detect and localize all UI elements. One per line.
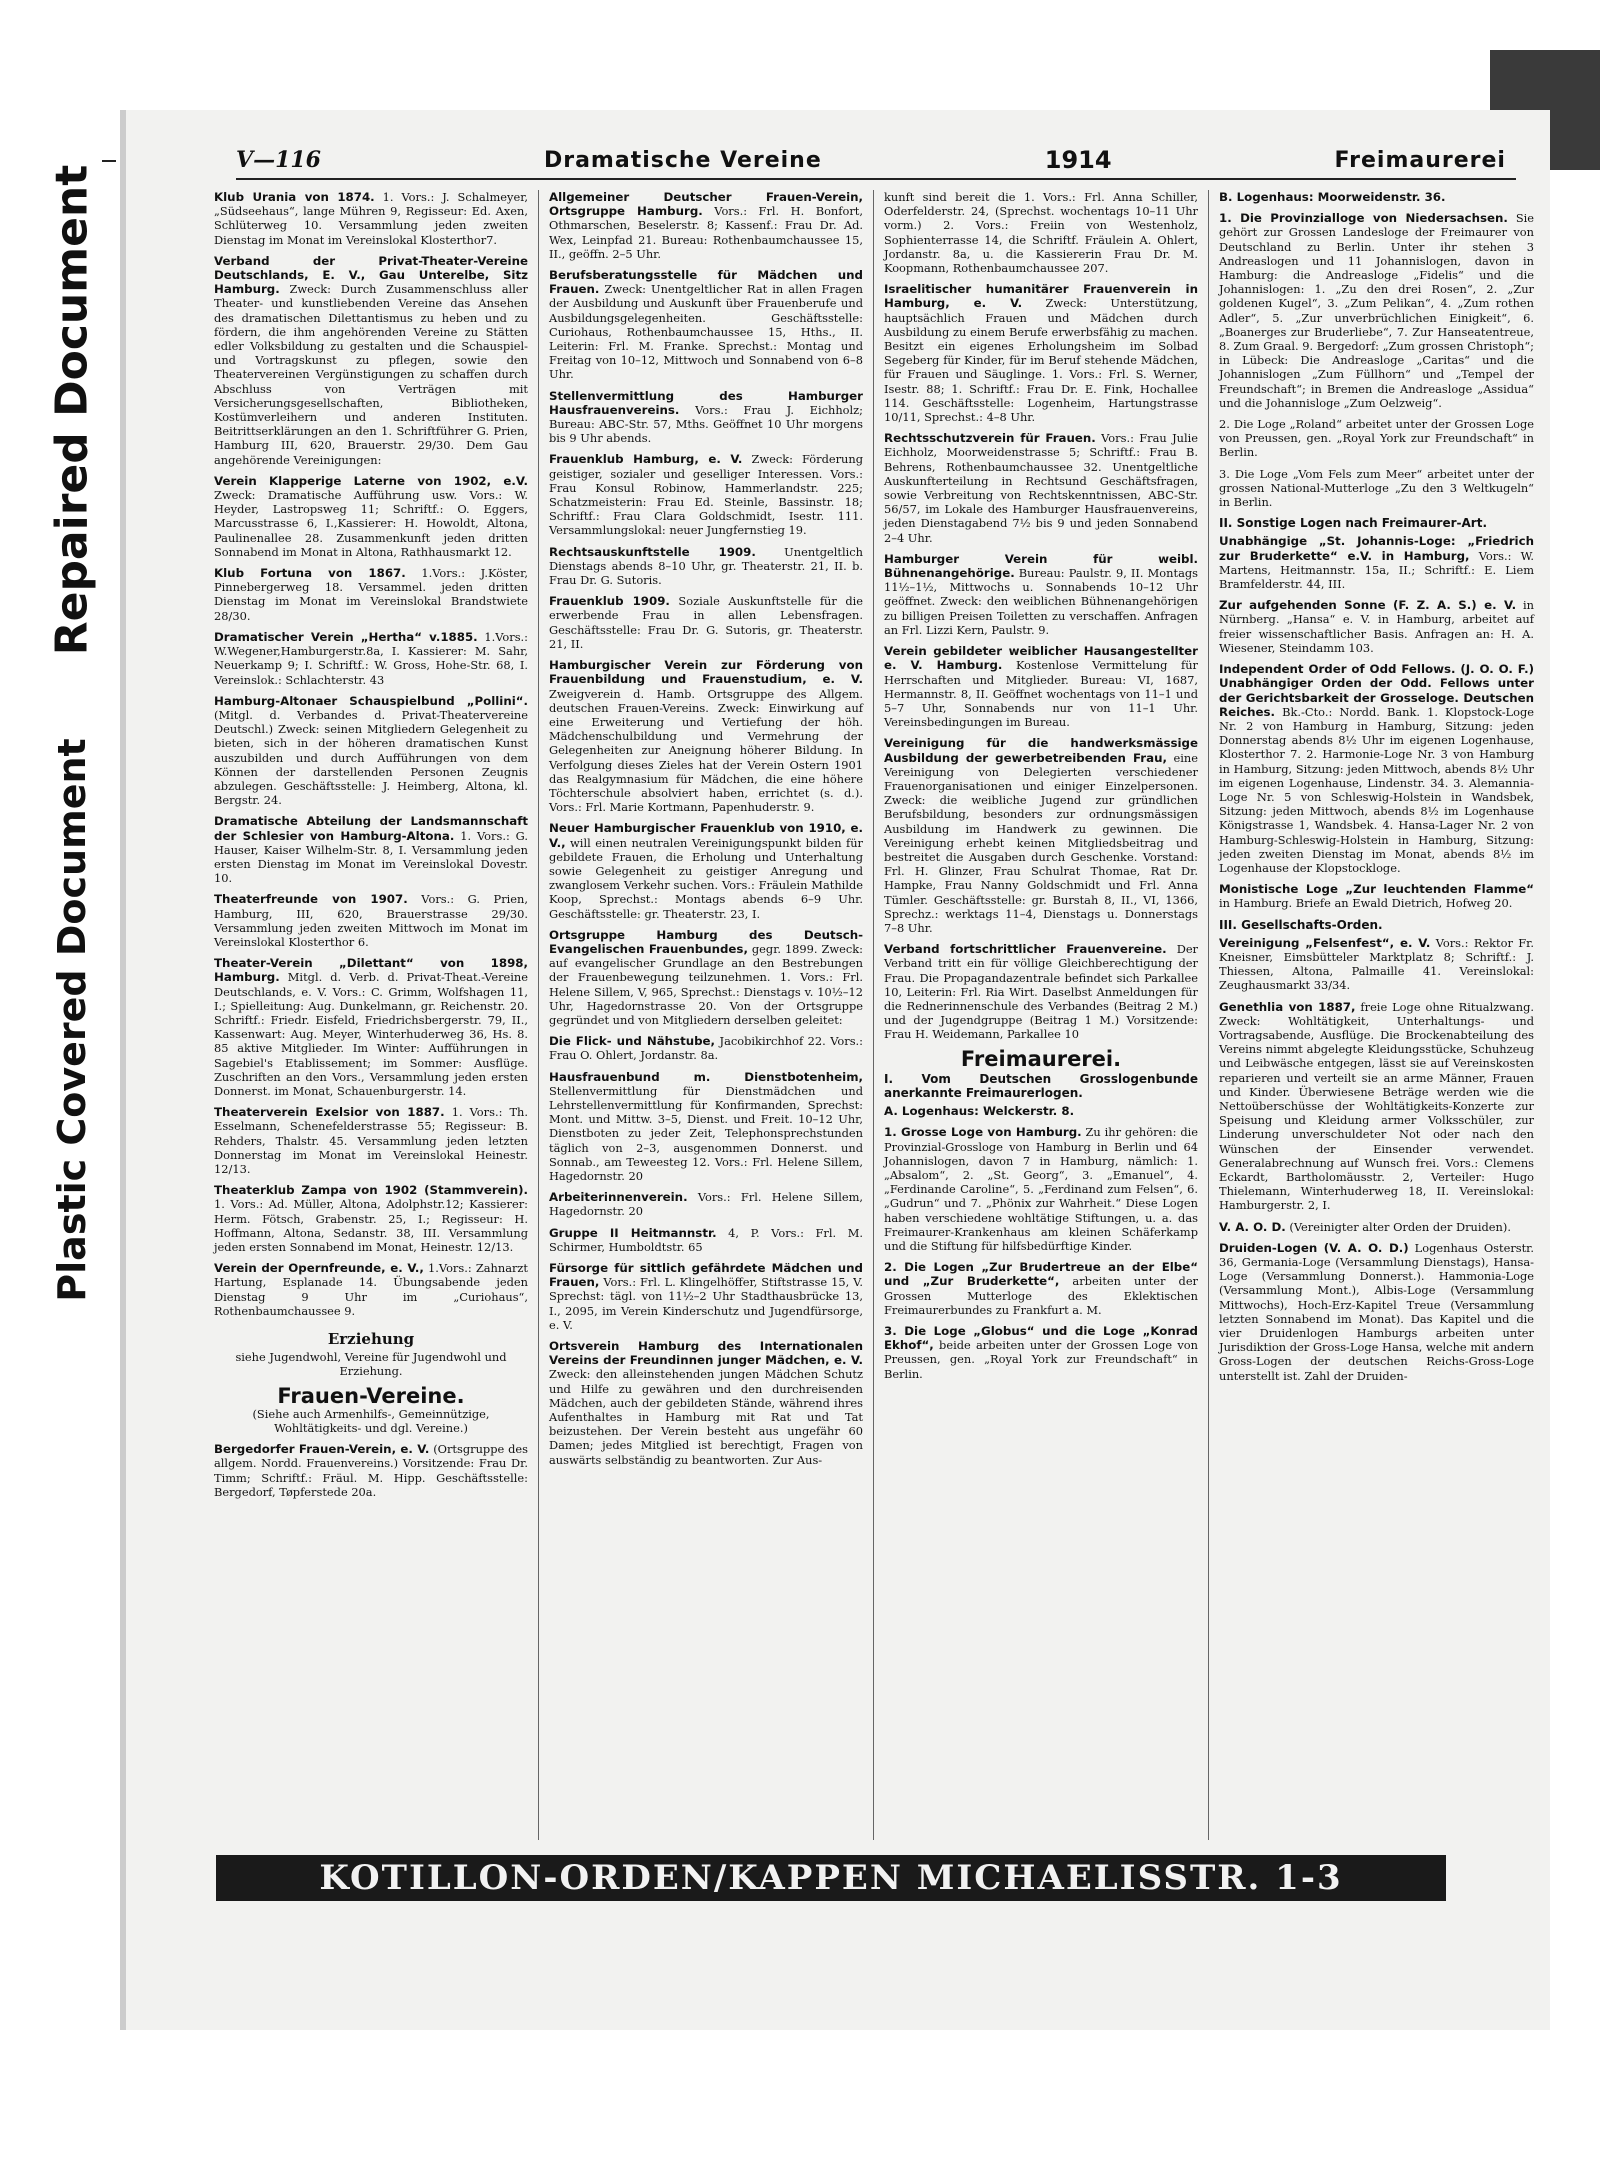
entry-name: Verband fortschrittlicher Frauenvereine. bbox=[884, 942, 1167, 957]
directory-entry bbox=[214, 190, 528, 247]
entry-text: 1.Vors.: J.Köster, Pinnebergerweg 18. Versammel. jeden dritten Dienstag im Monat im Vereinslokal Brandstwiete 28/30. bbox=[214, 566, 528, 623]
entry-name: 2. Die Logen „Zur Brudertreue an der Elbe“ und „Zur Bruderkette“, bbox=[884, 1260, 1198, 1289]
text-columns bbox=[204, 190, 1544, 1840]
column-4 bbox=[1209, 190, 1544, 1840]
entry-text: 1.Vors.: W.Wegener,Hamburgerstr.8a, I. Kassierer: M. Sahr, Neuerkamp 9; I. Schriftf.: W. Gross, Hohe-Str. 68, I. Vereinslok.: Schlachterstr. 43 bbox=[214, 629, 528, 687]
directory-entry bbox=[214, 956, 528, 1098]
entry-name: 3. Die Loge „Globus“ und die Loge „Konrad Ekhof“, bbox=[884, 1324, 1198, 1353]
entry-text: Zweck: den alleinstehenden jungen Mädchen Schutz und Hilfe zu gewähren und den durchreisenden Mädchen, auch der gebildeten Stände, während ihres Aufenthaltes in Hamburg mit Rat und Tat beizustehen. Der Verein besteht aus ungefähr 60 Damen; jedes Mitglied ist berechtigt, Fragen von auswärts selbständig zu beantworten. Zur Aus- bbox=[549, 1367, 863, 1467]
directory-entry bbox=[1219, 190, 1534, 204]
entry-text: Vors.: Frl. Helene Sillem, Hagedornstr. 20 bbox=[549, 1190, 863, 1219]
entry-name: Independent Order of Odd Fellows. (J. O. O. F.) Unabhängiger Orden der Odd. Fellows unter der Gerichtsbarkeit der Grosseloge. Deutschen Reiches. bbox=[1219, 662, 1534, 719]
entry-text: Zweigverein d. Hamb. Ortsgruppe des Allgem. deutschen Frauen-Vereins. Zweck: Einwirkung auf eine Erweiterung und Vertiefung der höh. Mädchenschulbildung und Vermehrung der Gelegenheiten zur Aneignung höherer Bildung. In Verfolgung dieses Zieles hat der Verein Ostern 1901 das Realgymnasium für Mädchen, die eine höhere Töchterschule absolviert haben, errichtet (s. d.). Vors.: Frl. Marie Kortmann, Papenhuderstr. 9. bbox=[549, 686, 863, 815]
entry-text: beide arbeiten unter der Grossen Loge von Preussen, gen. „Royal York zur Freundschaft“ in Berlin. bbox=[884, 1338, 1199, 1381]
directory-entry bbox=[549, 658, 863, 814]
directory-entry bbox=[549, 594, 863, 651]
entry-text: 2. Die Loge „Roland“ arbeitet unter der Grossen Loge von Preussen, gen. „Royal York zur Freundschaft“ in Berlin. bbox=[1219, 417, 1534, 460]
entry-text: Vors.: W. Martens, Heitmannstr. 15a, II.; Schriftf.: E. Liem Bramfelderstr. 44, III. bbox=[1219, 548, 1534, 592]
directory-entry bbox=[549, 545, 863, 588]
directory-entry bbox=[1219, 1241, 1534, 1383]
directory-entry bbox=[214, 630, 528, 687]
entry-name: Frauenklub 1909. bbox=[549, 594, 670, 609]
entry-text: Soziale Auskunftstelle für die erwerbende Frau in allen Lebensfragen. Geschäftsstelle: Frau Dr. G. Sutoris, gr. Theaterstr. 21, II. bbox=[549, 594, 863, 651]
plastic-covered-label: Plastic Covered Document bbox=[50, 738, 94, 1302]
directory-entry bbox=[549, 1226, 863, 1254]
subsection-heading: I. Vom Deutschen Grosslogenbunde anerkannte Freimaurerlogen. bbox=[884, 1071, 1198, 1100]
entry-text: (Mitgl. d. Verbandes d. Privat-Theatervereine Deutschl.) Zweck: seinen Mitgliedern Gelegenheit zu bieten, sich in der höheren dramatischen Kunst auszubilden und durch Aufführungen von dem Können der darstellenden Personen Zeugnis abzulegen. Geschäftsstelle: J. Heimberg, Altona, kl. Bergstr. 24. bbox=[214, 707, 528, 808]
entry-text: Zweck: Unentgeltlicher Rat in allen Fragen der Ausbildung und Auskunft über Frauenberufe und Ausbildungsgelegenheiten. Geschäftsstelle: Curiohaus, Rothenbaumchaussee 15, Hths., II. Leiterin: Frl. M. Franke. Sprechst.: Montag und Freitag von 10–12, Mittwoch und Sonnabend von 6–8 Uhr. bbox=[549, 282, 863, 382]
directory-entry bbox=[549, 1339, 863, 1467]
directory-entry bbox=[214, 1442, 528, 1499]
entry-text: freie Loge ohne Ritualzwang. Zweck: Wohltätigkeit, Unterhaltungs- und Vortragsabende, Ausflüge. Die Brockenabteilung des Vereins nimmt abgelegte Kleidungsstücke, Schuhzeug und Leibwäsche entgegen, lässt sie auf Vereinskosten reparieren und verteilt sie an arme Männer, Frauen und Kinder. Überwiesene Beträge werden wie die Nettoüberschüsse der Wohltätigkeits-Konzerte zur Speisung und Kleidung armer Volksschüler, zur Linderung unverschuldeter Not oder nach den Wünschen der Einsender verwendet. Generalabrechnung auf Wunsch frei. Vors.: Clemens Eckardt, Bartholomäusstr. 2, Verteiler: Hugo Thielemann, Winterhuderweg 18, II. Vereinslokal: Hamburgerstr. 2, I. bbox=[1219, 999, 1535, 1213]
section-note: (Siehe auch Armenhilfs-, Gemeinnützige, Wohltätigkeits- und dgl. Vereine.) bbox=[252, 1406, 490, 1436]
directory-entry bbox=[549, 190, 863, 261]
entry-text: 3. Die Loge „Vom Fels zum Meer“ arbeitet unter der grossen National-Mutterloge „Zu den 3 Weltkugeln“ in Berlin. bbox=[1219, 466, 1534, 510]
entry-text: 1. Vors.: G. Hauser, Kaiser Wilhelm-Str. 8, I. Versammlung jeden ersten Dienstag im Monat im Vereinslokal Dovestr. 10. bbox=[214, 828, 529, 886]
directory-entry bbox=[214, 1183, 528, 1254]
entry-text: Vors.: Rektor Fr. Kneisner, Eimsbütteler Marktplatz 8; Schriftf.: J. Thiessen, Altona, Palmaille 41. Vereinslokal: Zeughausmarkt 33/34. bbox=[1219, 935, 1534, 993]
entry-name: Theaterfreunde von 1907. bbox=[214, 892, 408, 907]
entry-text: Vors.: Frl. H. Bonfort, Othmarschen, Beselerstr. 8; Kassenf.: Frau Dr. Ad. Wex, Leinpfad 21. Bureau: Rothenbaumchaussee 15, II., geöffn. 2–5 Uhr. bbox=[549, 204, 863, 261]
directory-entry bbox=[549, 1034, 863, 1062]
advertisement-banner: KOTILLON-ORDEN/KAPPEN MICHAELISSTR. 1-3 bbox=[216, 1855, 1446, 1901]
entry-text: 1. Vors.: Th. Esselmann, Schenefelderstrasse 55; Regisseur: B. Rehders, Thalstr. 45. Versammlung jeden letzten Donnerstag im Monat im Vereinslokal Heinestr. 12/13. bbox=[214, 1105, 529, 1176]
entry-name: Theater-Verein „Dilettant“ von 1898, Hamburg. bbox=[214, 956, 528, 985]
directory-entry bbox=[884, 1260, 1198, 1317]
entry-name: Berufsberatungsstelle für Mädchen und Frauen. bbox=[549, 268, 863, 297]
entry-name: Ortsverein Hamburg des Internationalen Vereins der Freundinnen junger Mädchen, e. V. bbox=[549, 1339, 863, 1368]
repaired-document-label: Repaired Document bbox=[46, 164, 98, 656]
section-heading: Erziehung bbox=[327, 1330, 415, 1349]
directory-entry bbox=[549, 928, 863, 1027]
entry-name: Frauenklub Hamburg, e. V. bbox=[549, 452, 743, 467]
entry-name: 1. Die Provinzialloge von Niedersachsen. bbox=[1219, 211, 1508, 226]
column-2 bbox=[539, 190, 874, 1840]
directory-entry bbox=[549, 452, 863, 537]
entry-name: Verein der Opernfreunde, e. V., bbox=[214, 1261, 424, 1276]
entry-text: 1. Vors.: J. Schalmeyer, „Südseehaus“, lange Mühren 9, Regisseur: Ed. Axen, Schlüterweg 10. Versammlung jeden zweiten Dienstag im Monat im Vereinslokal Klosterthor7. bbox=[214, 190, 529, 247]
directory-entry bbox=[1219, 1220, 1534, 1234]
entry-name: Gruppe II Heitmannstr. bbox=[549, 1225, 717, 1240]
directory-entry bbox=[884, 736, 1198, 935]
directory-entry bbox=[1219, 417, 1534, 460]
entry-text: Zweck: Förderung geistiger, sozialer und geselliger Interessen. Vors.: Frau Konsul Robinow, Hammerlandstr. 225; Schatzmeisterin: Frau Ed. Steinle, Bassinstr. 18; Schriftf.: Frau Clara Goldschmidt, Isestr. 111. Versammlungslokal: neuer Jungfernstieg 19. bbox=[549, 452, 864, 538]
entry-text: 1. Vors.: Ad. Müller, Altona, Adolphstr.12; Kassierer: Herm. Fötsch, Grabenstr. 25, I.; Regisseur: H. Hoffmann, Altona, Sedanstr. 38, III. Versammlung jeden ersten Sonnabend im Monat, Heinestr. 12/13. bbox=[214, 1197, 528, 1255]
entry-name: Unabhängige „St. Johannis-Loge: „Friedrich zur Bruderkette“ e.V. in Hamburg, bbox=[1219, 534, 1534, 563]
entry-name: Die Flick- und Nähstube, bbox=[549, 1034, 716, 1049]
entry-name: Bergedorfer Frauen-Verein, e. V. bbox=[214, 1442, 430, 1457]
entry-text: Jacobikirchhof 22. Vors.: Frau O. Ohlert, Jordanstr. 8a. bbox=[549, 1034, 863, 1063]
directory-entry bbox=[884, 552, 1198, 637]
section-heading: Frauen-Vereine. bbox=[277, 1383, 465, 1408]
entry-text: will einen neutralen Vereinigungspunkt bilden für gebildete Frauen, die Erholung und Unterhaltung sowie Gelegenheit zu geistiger Anregung und zwanglosem Verkehr suchen. Vors.: Fräulein Mathilde Koop, Sprechst.: Montags abends 6–9 Uhr. Geschäftsstelle: gr. Theaterstr. 23, I. bbox=[549, 835, 863, 921]
subsection-heading: III. Gesellschafts-Orden. bbox=[1219, 917, 1383, 932]
entry-name: Hamburgischer Verein zur Förderung von Frauenbildung und Frauenstudium, e. V. bbox=[549, 658, 863, 687]
entry-name: Zur aufgehenden Sonne (F. Z. A. S.) e. V. bbox=[1219, 598, 1517, 613]
entry-text: (Ortsgruppe des allgem. Nordd. Frauenvereins.) Vorsitzende: Frau Dr. Timm; Schriftf.: Fräul. M. Hipp. Geschäftsstelle: Bergedorf, Tøpferstede 20a. bbox=[214, 1442, 528, 1499]
directory-entry bbox=[1219, 662, 1534, 875]
directory-entry bbox=[884, 1324, 1198, 1381]
directory-entry bbox=[214, 566, 528, 623]
entry-text: Logenhaus Osterstr. 36, Germania-Loge (Versammlung Dienstags), Hansa-Loge (Versammlung Donnerst.). Hammonia-Loge (Versammlung Mont.), Albis-Loge (Versammlung Mittwochs), Hoch-Erz-Kapitel Treue (Versammlung letzten Sonnabend im Monat). Das Kapitel und die vier Druidenlogen Hamburgs arbeiten unter Jurisdiktion der Gross-Loge Hansa, welche mit andern Gross-Logen der deutschen Reichs-Gross-Loge unterstellt ist. Zahl der Druiden- bbox=[1219, 1240, 1534, 1383]
directory-entry bbox=[884, 282, 1198, 424]
entry-text: Kostenlose Vermittelung für Herrschaften und Mitglieder. Bureau: VI, 1687, Hermannstr. 8, II. Geöffnet wochentags von 11–1 und 5–7 Uhr, Sonnabends nur von 11–1 Uhr. Vereinsbedingungen im Bureau. bbox=[884, 658, 1199, 730]
column-3 bbox=[874, 190, 1209, 1840]
directory-entry bbox=[214, 814, 528, 885]
entry-name: Hamburger Verein für weibl. Bühnenangehörige. bbox=[884, 551, 1198, 581]
entry-text: 1.Vors.: Zahnarzt Hartung, Esplanade 14. Übungsabende jeden Dienstag 9 Uhr im „Curiohaus“, Rothenbaumchaussee 9. bbox=[214, 1261, 529, 1318]
entry-text: Vors.: Frau J. Eichholz; Bureau: ABC-Str. 57, Mths. Geöffnet 10 Uhr morgens bis 9 Uhr abends. bbox=[549, 402, 863, 446]
entry-text: kunft sind bereit die 1. Vors.: Frl. Anna Schiller, Oderfelderstr. 24, (Sprechst. wochentags 10–11 Uhr vorm.) 2. Vors.: Freiin von Westenholz, Sophienterrasse 14, die Schriftf. Fräulein A. Ohlert, Jordanstr. 8a, u. die Kassiererin Frau Dr. M. Koopmann, Rothenbaumchaussee 207. bbox=[884, 190, 1198, 276]
entry-text: Bk.-Cto.: Nordd. Bank. 1. Klopstock-Loge Nr. 2 von Hamburg in Hamburg, Sitzung: jeden Donnerstag abends 8½ Uhr im eigenen Logenhause, Klosterthor 7. 2. Harmonie-Loge Nr. 3 von Hamburg in Hamburg, Sitzung: jeden Mittwoch, abends 8½ Uhr im eigenen Logenhause, Lindenstr. 34. 3. Alemannia-Loge Nr. 5 von Schleswig-Holstein in Wandsbek, Sitzung: jeden Mittwoch, abends 8½ im Logenhause Königstrasse 1, Wandsbek. 4. Hansa-Lager Nr. 2 von Hamburg-Schleswig-Holstein in Hamburg, Sitzung: jeden zweiten Dienstag im Monat, abends 8½ im Logenhause der Klopstockloge. bbox=[1219, 704, 1535, 875]
subsection-heading: II. Sonstige Logen nach Freimaurer-Art. bbox=[1219, 516, 1488, 531]
entry-name: Neuer Hamburgischer Frauenklub von 1910, e. V., bbox=[549, 821, 863, 850]
entry-text: Zweck: Durch Zusammenschluss aller Theater- und kunstliebenden Vereine das Ansehen des dramatischen Dilettantismus zu heben und zu fördern, die ihm angehörenden Vereine zu Stätten edler Volksbildung zu gestalten und die Schauspiel- und Vortragskunst zu pflegen, sowie den Theatervereinen Vergünstigungen zu schaffen durch Abschluss von Verträgen mit Versicherungsgesellschaften, Bibliotheken, Kostümverleihern und anderen Instituten. Beitrittserklärungen an den 1. Schriftführer G. Prien, Hamburg III, 620, Brauerstr. 29/30. Dem Gau angehörende Vereinigungen: bbox=[214, 282, 528, 467]
page-number: V—116 bbox=[236, 147, 321, 173]
entry-text: eine Vereinigung von Delegierten verschiedener Frauenorganisationen und einiger Einzelpersonen. Zweck: die weibliche Jugend zur gründlichen Berufsbildung, besonders zur ordnungsmässigen Ausbildung im Handwerk zu gewinnen. Die Vereinigung erhebt keinen Mitgliedsbeitrag und bestreitet die Ausgaben durch Geschenke. Vorstand: Frl. H. Glinzer, Frau Schulrat Thomae, Rat Dr. Hampke, Frau Nanny Goldschmidt und Frl. Anna Tümler. Geschäftsstelle: gr. Burstah 8, II., VI, 1366, Sprechz.: werktags 11–4, Dienstags u. Donnerstags 7–8 Uhr. bbox=[884, 750, 1198, 935]
directory-entry bbox=[884, 942, 1198, 1041]
directory-entry bbox=[214, 474, 528, 559]
directory-entry bbox=[549, 1190, 863, 1218]
directory-entry bbox=[214, 1261, 528, 1318]
entry-text: Zu ihr gehören: die Provinzial-Grossloge von Hamburg in Berlin und 64 Johannislogen, davon 7 in Hamburg, nämlich: 1. „Absalom“, 2. „St. Georg“, 3. „Emanuel“, 4. „Ferdinande Caroline“, 5. „Ferdinand zum Felsen“, 6. „Gudrun“ und 7. „Phönix zur Wahrheit.“ Diese Logen haben verschiedene wohltätige Stiftungen, u. a. das Freimaurer-Krankenhaus am kleinen Schäferkamp und die Stiftung für hilfsbedürftige Kinder. bbox=[884, 1125, 1198, 1254]
entry-name: Rechtsauskunftstelle 1909. bbox=[549, 544, 756, 559]
directory-entry bbox=[884, 1125, 1198, 1253]
entry-name: Ortsgruppe Hamburg des Deutsch-Evangelischen Frauenbundes, bbox=[549, 927, 863, 956]
entry-name: V. A. O. D. bbox=[1219, 1219, 1286, 1234]
entry-text: Vors.: G. Prien, Hamburg, III, 620, Brauerstrasse 29/30. Versammlung jeden zweiten Mittwoch im Monat im Vereinslokal Klosterthor 6. bbox=[214, 892, 529, 949]
directory-entry bbox=[549, 821, 863, 920]
entry-name: Hamburg-Altonaer Schauspielbund „Pollini“. bbox=[214, 693, 528, 708]
directory-entry bbox=[549, 1261, 863, 1332]
entry-text: 4, P. Vors.: Frl. M. Schirmer, Humboldtstr. 65 bbox=[549, 1225, 863, 1254]
entry-name: Klub Fortuna von 1867. bbox=[214, 566, 406, 581]
entry-name: Theaterverein Exelsior von 1887. bbox=[214, 1105, 445, 1120]
column-1 bbox=[204, 190, 539, 1840]
directory-page bbox=[120, 110, 1550, 2030]
entry-text: Bureau: Paulstr. 9, II. Montags 11½–1½, Mittwochs u. Sonnabends 10–12 Uhr geöffnet. Zweck: den weiblichen Bühnenangehörigen zu billigen Preisen Toiletten zu verschaffen. Anfragen an Frl. Lizzi Kern, Paulstr. 9. bbox=[884, 566, 1198, 637]
entry-name: Klub Urania von 1874. bbox=[214, 190, 375, 204]
directory-entry bbox=[549, 1070, 863, 1184]
entry-name: Rechtsschutzverein für Frauen. bbox=[884, 431, 1096, 446]
year: 1914 bbox=[1044, 146, 1112, 174]
entry-name: Dramatische Abteilung der Landsmannschaft der Schlesier von Hamburg-Altona. bbox=[214, 814, 528, 843]
entry-text: in Hamburg. Briefe an Ewald Dietrich, Hofweg 20. bbox=[1219, 896, 1513, 911]
entry-name: Fürsorge für sittlich gefährdete Mädchen und Frauen, bbox=[549, 1261, 863, 1290]
directory-entry bbox=[1219, 936, 1534, 993]
section-heading: Freimaurerei. bbox=[960, 1046, 1122, 1071]
header-rule bbox=[236, 178, 1516, 180]
directory-entry bbox=[1219, 1000, 1534, 1213]
directory-entry bbox=[1219, 598, 1534, 655]
directory-entry bbox=[214, 694, 528, 808]
entry-text: (Vereinigter alter Orden der Druiden). bbox=[1289, 1219, 1511, 1234]
section-title: Dramatische Vereine bbox=[543, 147, 822, 173]
entry-name: Allgemeiner Deutscher Frauen-Verein, Ortsgruppe Hamburg. bbox=[549, 190, 863, 219]
directory-entry bbox=[884, 431, 1198, 545]
entry-name: Hausfrauenbund m. Dienstbotenheim, bbox=[549, 1069, 863, 1084]
entry-name: Theaterklub Zampa von 1902 (Stammverein). bbox=[214, 1183, 528, 1198]
entry-name: A. Logenhaus: Welckerstr. 8. bbox=[884, 1104, 1075, 1119]
entry-name: Verein gebildeter weiblicher Hausangestellter e. V. Hamburg. bbox=[884, 644, 1198, 673]
entry-text: Sie gehört zur Grossen Landesloge der Freimaurer von Deutschland zu Berlin. Unter ihr stehen 3 Andreaslogen und 11 Johannislogen, davon in Hamburg: die Andreasloge „Fidelis“ und die Johannislogen: 1. „Zu den drei Rosen“, 2. „Zur goldenen Kugel“, 3. „Zum Pelikan“, 4. „Zum rothen Adler“, 5. „Zur unverbrüchlichen Einigkeit“, 6. „Boanerges zur Bruderliebe“, 7. Zur Hanseatentreue, 8. Zum Graal. 9. Bergedorf: „Zum grossen Christoph“; in Lübeck: Die Andreasloge „Caritas“ und die Johannislogen „Zum Füllhorn“ und „Tempel der Freundschaft“; in Bremen die Andreasloge „Assidua“ und die Johannisloge „Zum Oelzweig“. bbox=[1219, 211, 1535, 410]
section-note: siehe Jugendwohl, Vereine für Jugendwohl und Erziehung. bbox=[235, 1350, 507, 1379]
entry-text: arbeiten unter der Grossen Mutterloge des Eklektischen Freimaurerbundes zu Frankfurt a. M. bbox=[884, 1274, 1198, 1317]
entry-name: 1. Grosse Loge von Hamburg. bbox=[884, 1125, 1082, 1140]
entry-name: Druiden-Logen (V. A. O. D.) bbox=[1219, 1240, 1409, 1255]
entry-name: Verein Klapperige Laterne von 1902, e.V. bbox=[214, 473, 528, 488]
directory-entry bbox=[884, 644, 1198, 729]
entry-text: Unentgeltlich Dienstags abends 8–10 Uhr, gr. Theaterstr. 21, II. b. Frau Dr. G. Sutoris. bbox=[549, 544, 863, 588]
directory-entry bbox=[1219, 211, 1534, 410]
section-title-right: Freimaurerei bbox=[1334, 147, 1506, 173]
directory-entry bbox=[1219, 882, 1534, 910]
entry-name: Israelitischer humanitärer Frauenverein in Hamburg, e. V. bbox=[884, 282, 1198, 311]
entry-text: Stellenvermittlung für Dienstmädchen und Lehrstellenvermittlung für Konfirmanden, Sprechst: Mont. und Mittw. 3–5, Dienst. und Freit. 10–12 Uhr, Dienstboten zu jeder Zeit, Telephonsprechstunden täglich von 2–3, ausgenommen Donnerst. und Sonnab., am Teweesteg 12. Vors.: Frl. Helene Sillem, Hagedornstr. 20 bbox=[549, 1083, 863, 1183]
entry-text: Vors.: Frau Julie Eichholz, Moorweidenstrasse 5; Schriftf.: Frau B. Behrens, Rothenbaumchaussee 32. Unentgeltliche Auskunfterteilung in Rechtsund Geschäftsfragen, sowie Verbreitung von Rechtskenntnissen, ABC-Str. 56/57, im Lokale des Hamburger Hausfrauenvereins, jeden Dienstagabend 7½ bis 9 und jeden Sonnabend 2–4 Uhr. bbox=[884, 431, 1198, 545]
entry-name: Vereinigung für die handwerksmässige Ausbildung der gewerbetreibenden Frau, bbox=[884, 736, 1198, 765]
directory-entry bbox=[1219, 467, 1534, 510]
entry-text: gegr. 1899. Zweck: auf evangelischer Grundlage an den Bestrebungen der Frauenbewegung teilzunehmen. 1. Vors.: Frl. Helene Sillem, V, 965, Sprechst.: Dienstags v. 10½–12 Uhr, Hagedornstrasse 20. Von der Ortsgruppe gegründet und von Mitgliedern derselben geleitet: bbox=[549, 941, 863, 1027]
entry-text: Zweck: Dramatische Aufführung usw. Vors.: W. Heyder, Lastropsweg 11; Schriftf.: O. Eggers, Marcusstrasse 6, I.,Kassierer: H. Howoldt, Altona, Paulinenallee 28. Zusammenkunft jeden dritten Sonnabend im Monat in Altona, Rathhausmarkt 12. bbox=[214, 488, 528, 559]
entry-name: Monistische Loge „Zur leuchtenden Flamme“ bbox=[1219, 882, 1534, 897]
directory-entry bbox=[214, 892, 528, 949]
entry-text: Mitgl. d. Verb. d. Privat-Theat.-Vereine Deutschlands, e. V. Vors.: C. Grimm, Wolfshagen 11, I.; Spielleitung: Aug. Dunkelmann, gr. Reichenstr. 20. Schriftf.: Friedr. Eisfeld, Friedrichsbergerstr. 79, II., Kassenwart: Aug. Meyer, Winterhuderweg 36, Hs. 8. 85 aktive Mitglieder. Im Winter: Aufführungen in Sagebiel's Etablissement; im Sommer: Ausflüge. Zuschriften an den Vors., Versammlung jeden ersten Donnerst. im Monat, Schauenburgerstr. 14. bbox=[214, 970, 528, 1098]
directory-entry bbox=[1219, 534, 1534, 591]
entry-text: in Nürnberg. „Hansa“ e. V. in Hamburg, arbeitet auf freier wissenschaftlicher Basis. Anfragen an: H. A. Wiesener, Steindamm 103. bbox=[1219, 598, 1535, 655]
page-header bbox=[236, 140, 1506, 180]
entry-name: Genethlia von 1887, bbox=[1219, 999, 1356, 1014]
entry-name: Arbeiterinnenverein. bbox=[549, 1190, 688, 1205]
directory-entry bbox=[884, 1104, 1198, 1118]
entry-name: Dramatischer Verein „Hertha“ v.1885. bbox=[214, 629, 478, 644]
entry-name: Stellenvermittlung des Hamburger Hausfrauenvereins. bbox=[549, 388, 863, 417]
margin-dash bbox=[102, 160, 116, 162]
entry-name: Vereinigung „Felsenfest“, e. V. bbox=[1219, 935, 1431, 950]
directory-entry bbox=[549, 268, 863, 382]
entry-text: Zweck: Unterstützung, hauptsächlich Frauen und Mädchen durch Ausbildung zu einem Berufe erwerbsfähig zu machen. Besitzt ein eigenes Erholungsheim im Solbad Segeberg für Kinder, für im Beruf stehende Mädchen, für Frauen und Säuglinge. 1. Vors.: Frl. S. Werner, Isestr. 88; 1. Schriftf.: Frau Dr. E. Fink, Hochallee 114. Geschäftsstelle: Logenheim, Hartungstrasse 10/11, Sprechst.: 4–8 Uhr. bbox=[884, 296, 1198, 425]
directory-entry bbox=[549, 389, 863, 446]
entry-name: B. Logenhaus: Moorweidenstr. 36. bbox=[1219, 190, 1446, 204]
entry-text: Der Verband tritt ein für völlige Gleichberechtigung der Frau. Die Propagandazentrale befindet sich Parkallee 10, Leiterin: Frl. Ria Wirt. Daselbst Anmeldungen für die Rednerinnenschule des Verbandes (Beitrag 2 M.) und der Jugendgruppe (Beitrag 1 M.) Vorsitzende: Frau H. Weidemann, Parkallee 10 bbox=[884, 942, 1199, 1042]
entry-text: Vors.: Frl. L. Klingelhöffer, Stiftstrasse 15, V. Sprechst: tägl. von 11½–2 Uhr Stadthausbrücke 13, I., 2095, im Verein Kinderschutz und Jugendfürsorge, e. V. bbox=[549, 1275, 863, 1332]
directory-entry bbox=[214, 1105, 528, 1176]
directory-entry bbox=[214, 254, 528, 467]
directory-entry bbox=[884, 190, 1198, 275]
entry-name: Verband der Privat-Theater-Vereine Deutschlands, E. V., Gau Unterelbe, Sitz Hamburg. bbox=[214, 253, 528, 297]
